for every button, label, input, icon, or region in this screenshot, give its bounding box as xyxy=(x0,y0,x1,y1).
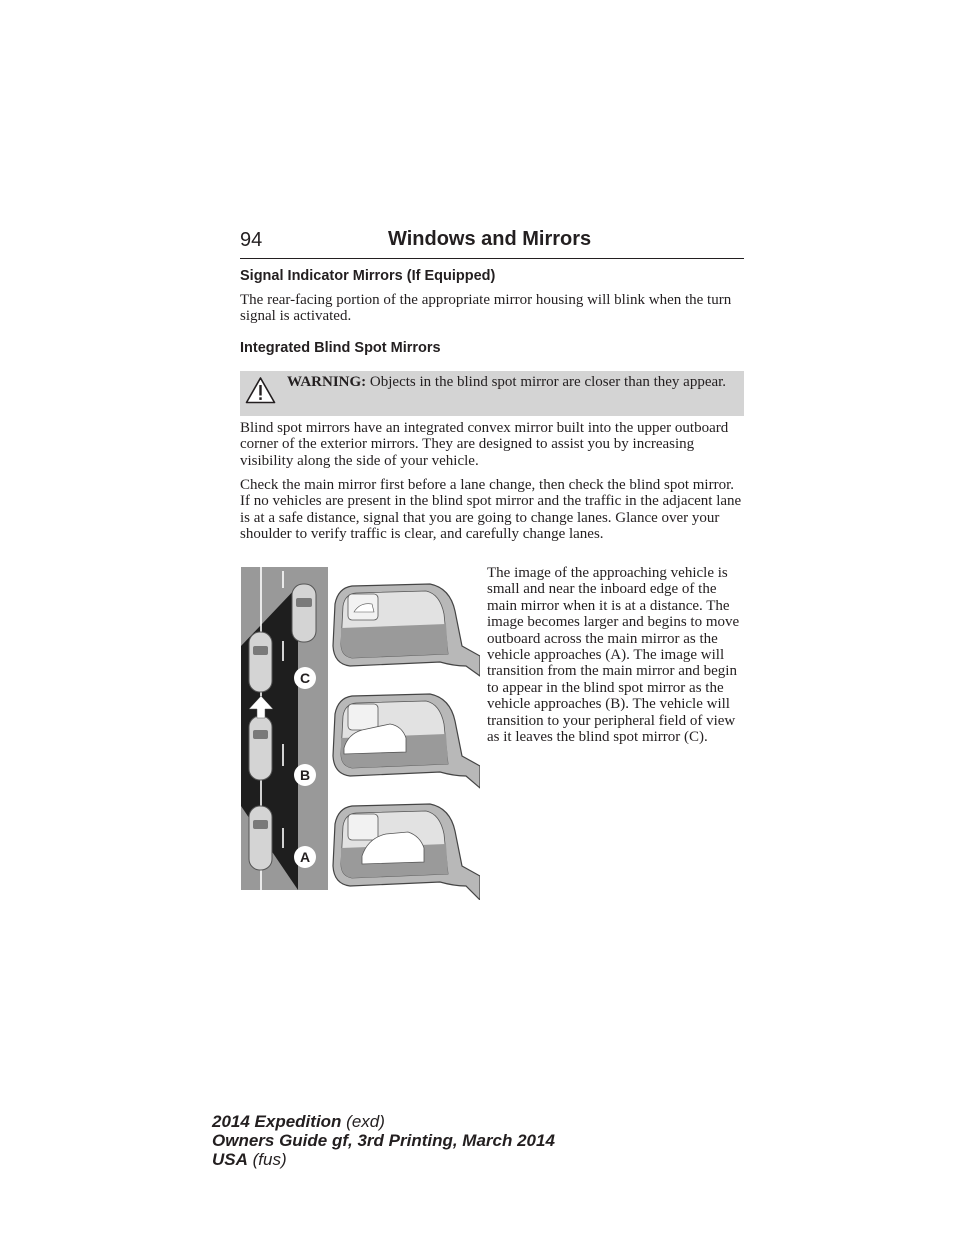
page-number: 94 xyxy=(240,229,263,251)
blind-spot-mirror-figure xyxy=(240,566,480,900)
warning-text xyxy=(287,374,739,392)
footer-market-line xyxy=(212,1150,555,1169)
figure-label-a: A xyxy=(299,849,311,865)
blindspot-paragraph-2: Check the main mirror first before a lane change, then check the blind spot mirror. If no vehicles are present in the blind spot mirror and the traffic in the adjacent lane is at a safe distance, signal that you are going to change lanes. Glance over your shoulder to verify traffic is clear, and carefully change lanes. xyxy=(240,477,742,543)
mirror-b xyxy=(333,694,480,788)
mirror-c xyxy=(333,584,480,676)
figure-label-c: C xyxy=(299,670,311,686)
footer-model-code: (exd) xyxy=(341,1112,385,1131)
footer-model-line xyxy=(212,1112,555,1131)
warning-label: WARNING: xyxy=(287,374,367,390)
header-rule xyxy=(240,258,744,259)
footer-model: 2014 Expedition xyxy=(212,1112,342,1131)
blindspot-paragraph-1: Blind spot mirrors have an integrated convex mirror built into the upper outboard corner of the exterior mirrors. They are designed to assist you by increasing visibility along the side of your vehicle. xyxy=(240,420,729,469)
footer xyxy=(212,1112,555,1169)
warning-triangle-icon xyxy=(245,376,276,404)
figure-label-b: B xyxy=(299,767,311,783)
signal-section-heading: Signal Indicator Mirrors (If Equipped) xyxy=(240,268,496,284)
footer-market-code: (fus) xyxy=(247,1150,287,1169)
signal-section-body: The rear-facing portion of the appropriate mirror housing will blink when the turn signal is activated. xyxy=(240,292,732,325)
blindspot-section-heading: Integrated Blind Spot Mirrors xyxy=(240,340,441,356)
mirror-a xyxy=(333,804,480,900)
footer-market: USA xyxy=(212,1150,248,1169)
figure-description: The image of the approaching vehicle is small and near the inboard edge of the main mirror when it is at a distance. The image becomes larger and begins to move outboard across the main mirror as the vehicle approaches (A). The image will transition from the main mirror and begin to appear in the blind spot mirror as the vehicle approaches (B). The vehicle will transition to your peripheral field of view as it leaves the blind spot mirror (C). xyxy=(487,565,740,746)
warning-message: Objects in the blind spot mirror are closer than they appear. xyxy=(366,374,727,390)
footer-guide: Owners Guide gf, 3rd Printing, March 2014 xyxy=(212,1131,555,1150)
chapter-title: Windows and Mirrors xyxy=(388,228,592,250)
